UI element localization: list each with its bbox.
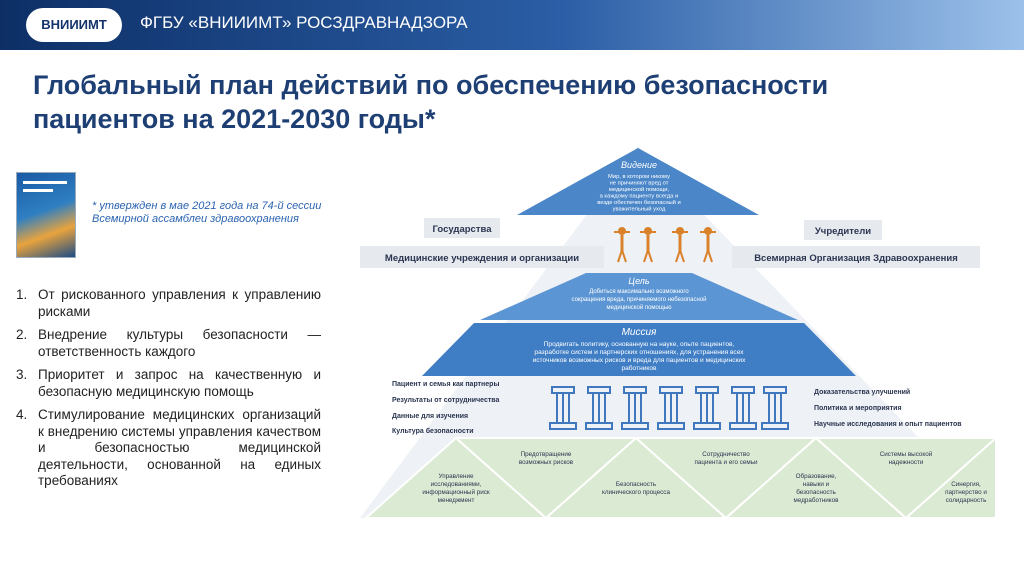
principle-item: Научные исследования и опыт пациентов (814, 421, 962, 428)
list-number: 4. (16, 407, 28, 422)
mission-line: источников возможных рисков и вреда для пациентов и медицинских (532, 357, 746, 364)
principle-item: Политика и мероприятия (814, 405, 902, 412)
principle-item: Культура безопасности (392, 428, 474, 435)
goal-title: Цель (628, 276, 650, 286)
principle-item: Результаты от сотрудничества (392, 397, 500, 404)
action-plan-diagram (356, 140, 1004, 525)
objective-line: Сотрудничество (702, 451, 750, 458)
objective-line: солидарность (945, 497, 987, 504)
vision-line: уважительный уход (612, 206, 666, 213)
priority-list (16, 287, 321, 497)
goal-line: Добиться максимально возможного (589, 289, 689, 295)
objective-line: клинического процесса (602, 489, 670, 496)
principle-item: Доказательства улучшений (814, 389, 911, 396)
list-number: 3. (16, 367, 28, 382)
list-number: 1. (16, 287, 28, 302)
principle-item: Данные для изучения (392, 413, 469, 420)
mission-line: разработке систем и партнерских отношениях, для устранения всех (534, 349, 744, 356)
objective-line: пациента и его семьи (694, 459, 758, 466)
title-line-2: пациентов на 2021-2030 годы* (33, 104, 436, 134)
objective-line: Безопасность (615, 481, 657, 488)
page-title (33, 68, 993, 136)
objective-line: Образование, (795, 473, 837, 480)
footnote-line-2: Всемирной ассамблеи здравоохранения (92, 213, 299, 225)
objective-line: исследованиями, (430, 481, 482, 488)
principle-item: Пациент и семья как партнеры (392, 381, 500, 388)
objective-line: возможных рисков (518, 459, 574, 466)
objective-line: надежности (888, 459, 924, 466)
footnote (92, 200, 362, 226)
goal-line: сокращения вреда, причиняемого небезопасной (571, 297, 707, 303)
objective-line: информационный риск (422, 489, 490, 496)
list-text: Внедрение культуры безопасности — ответственность каждого (38, 327, 321, 359)
list-text: Приоритет и запрос на качественную и безопасную медицинскую помощь (38, 367, 321, 399)
who-label: Всемирная Организация Здравоохранения (754, 253, 958, 264)
list-item (16, 367, 321, 400)
goal-line: медицинской помощью (606, 305, 672, 311)
vision-line: а каждому пациенту всегда и (599, 193, 679, 200)
objective-line: безопасность (796, 489, 836, 496)
objective-line: Управление (438, 473, 474, 480)
objective-line: медработников (793, 497, 839, 504)
objective-line: менеджмент (437, 497, 475, 504)
mission-title: Миссия (621, 327, 657, 338)
objective-line: Синергия, (951, 481, 981, 488)
mission-line: Продвигать политику, основанную на науке, опыте пациентов, (543, 341, 735, 348)
vision-line: везде обеспечен безопасный и (597, 200, 681, 206)
list-item (16, 407, 321, 490)
logo: ВНИИИМТ (26, 8, 122, 42)
vision-title: Видение (621, 160, 657, 170)
mission-line: работников (621, 365, 657, 372)
footnote-line-1: * утвержден в мае 2021 года на 74-й сессии (92, 200, 322, 212)
states-label: Государства (432, 224, 492, 235)
list-text: От рискованного управления к управлению рисками (38, 287, 321, 319)
title-line-1: Глобальный план действий по обеспечению безопасности (33, 70, 829, 100)
med-orgs-label: Медицинские учреждения и организации (384, 253, 580, 264)
vision-line: медицинской помощи, (608, 187, 670, 193)
founders-label: Учредители (814, 226, 872, 237)
list-item (16, 287, 321, 320)
list-item (16, 327, 321, 360)
vision-line: Мир, в котором никому (608, 174, 670, 180)
document-cover-image (16, 172, 76, 258)
vision-line: не причиняют вред от (609, 180, 669, 187)
objective-line: партнерство и (945, 489, 987, 496)
header-bar (0, 0, 1024, 50)
list-text: Стимулирование медицинских организаций к внедрению системы управления качеством и безопасностью медицинской деятельности, основанной на единых требованиях (38, 407, 321, 488)
objective-line: Предотвращение (520, 451, 572, 458)
org-name: ФГБУ «ВНИИИМТ» РОСЗДРАВНАДЗОРА (140, 13, 468, 32)
objective-line: навыки и (802, 481, 830, 488)
objective-line: Системы высокой (879, 451, 933, 458)
list-number: 2. (16, 327, 28, 342)
